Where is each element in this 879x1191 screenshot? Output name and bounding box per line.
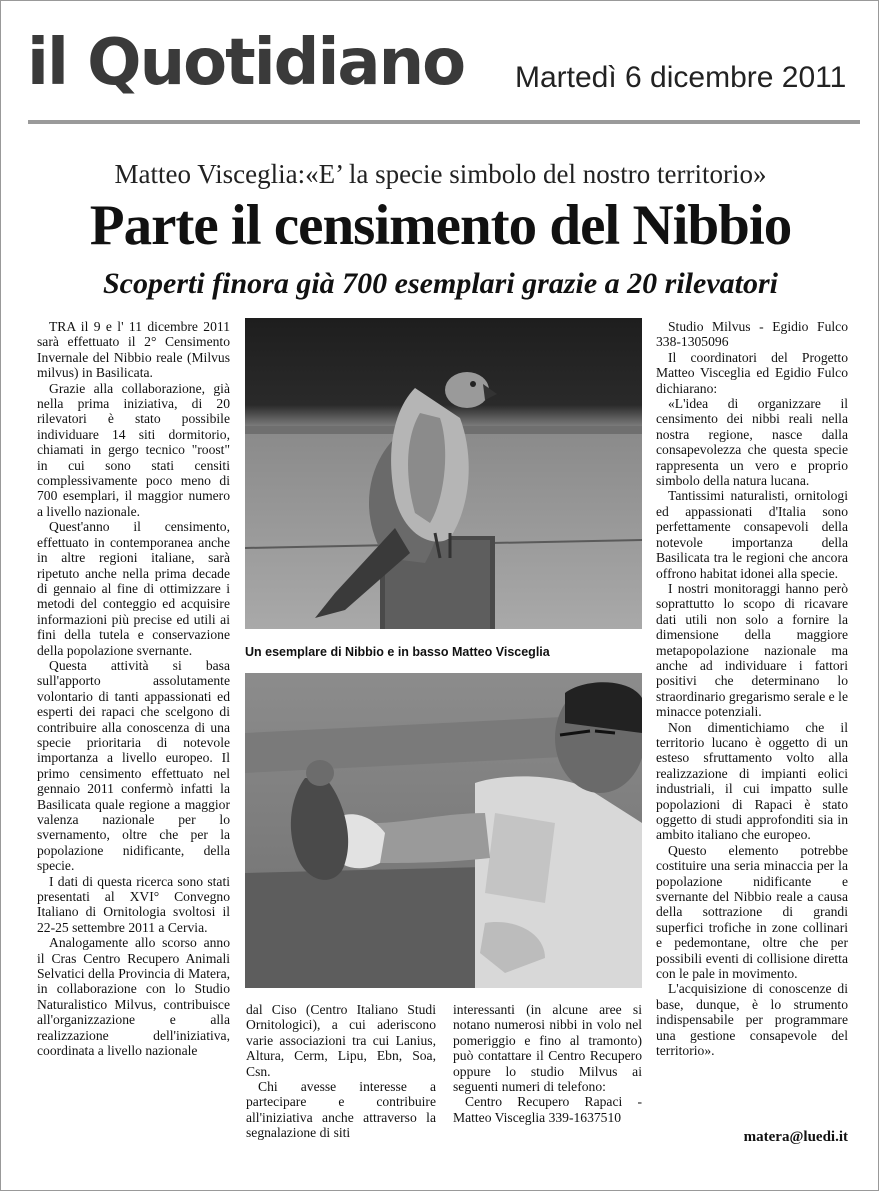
paragraph: dal Ciso (Centro Italiano Studi Ornitologici), a cui aderiscono varie associazioni tra cui Lanius, Altura, Cerm, Lipu, Ebn, Soa, Csn. — [246, 1002, 436, 1079]
paragraph: Tantissimi naturalisti, ornitologi ed appassionati d'Italia sono perfettamente consapevoli della notevole importanza della Basilicata tra le regioni che ancora offrono habitat idonei alla specie. — [656, 488, 848, 581]
photo-kite-on-post — [245, 318, 642, 629]
paragraph: Analogamente allo scorso anno il Cras Centro Recupero Animali Selvatici della Provincia di Matera, in collaborazione con lo Studio Naturalistico Milvus, contribuisce all'organizzazione e alla realizzazione dell'iniziativa, coordinata a livello nazionale — [37, 935, 230, 1059]
photo-man-with-kite — [245, 673, 642, 988]
man-photo-illustration — [245, 673, 642, 988]
paragraph: Questo elemento potrebbe costituire una seria minaccia per la popolazione nidificante e svernante del Nibbio reale a causa della sottrazione di grandi superfici trofiche in zone collinari e pedemontane, oltre che per possibili eventi di collisione diretta con le pale in movimento. — [656, 842, 848, 982]
article-subhead: Scoperti finora già 700 esemplari grazie a 20 rilevatori — [103, 267, 778, 300]
paragraph: Centro Recupero Rapaci - Matteo Visceglia 339-1637510 — [453, 1094, 642, 1125]
paragraph: I dati di questa ricerca sono stati presentati al XVI° Convegno Italiano di Ornitologia svoltosi il 22-25 settembre 2011 a Cervia. — [37, 873, 230, 935]
article-column-3 — [453, 1002, 642, 1125]
paragraph: TRA il 9 e l' 11 dicembre 2011 sarà effettuato il 2° Censimento Invernale del Nibbio reale (Milvus milvus) in Basilicata. — [37, 319, 230, 381]
paragraph: Grazie alla collaborazione, già nella prima iniziativa, di 20 rilevatori è stato possibile individuare 14 siti dormitorio, chiamati in gergo tecnico "roost" in cui sono stati censiti complessivamente poco meno di 700 esemplari, il maggior numero a livello nazionale. — [37, 380, 230, 519]
paragraph: interessanti (in alcune aree si notano numerosi nibbi in volo nel pomeriggio e fino al tramonto) può contattare il Centro Recupero oppure lo studio Milvus ai seguenti numeri di telefono: — [453, 1002, 642, 1095]
paragraph: I nostri monitoraggi hanno però soprattutto lo scopo di ricavare dati utili non solo a fornire la dimensione della maggiore metapopolazione nazionale ma anche ad individuare i fattori positivi che determinano lo straordinario gregarismo serale e le minacce potenziali. — [656, 580, 848, 720]
paragraph: Questa attività si basa sull'apporto assolutamente volontario di tanti appassionati ed esperti dei rapaci che scelgono di contribuire alla conoscenza di una specie prioritaria di notevole importanza a livello europeo. Il primo censimento effettuato nel gennaio 2011 confermò infatti la Basilicata quale regione a maggior valenza nazionale per lo svernamento, oltre che per la popolazione nidificante, della specie. — [37, 657, 230, 874]
article-kicker: Matteo Visceglia:«E’ la specie simbolo del nostro territorio» — [114, 159, 767, 189]
photo-caption: Un esemplare di Nibbio e in basso Matteo Visceglia — [245, 645, 550, 659]
paragraph: L'acquisizione di conoscenze di base, dunque, è lo strumento indispensabile per programmare una gestione consapevole del territorio». — [656, 981, 848, 1059]
newspaper-logo: il Quotidiano — [27, 26, 465, 100]
article-headline: Parte il censimento del Nibbio — [89, 194, 792, 257]
article-column-4 — [656, 319, 848, 1059]
article-column-2 — [246, 1002, 436, 1141]
paragraph: Quest'anno il censimento, effettuato in contemporanea anche in altre regioni italiane, sarà ripetuto anche nella prima decade di gennaio al fine di ottimizzare i metodi del conteggio ed acquisire informazioni più precise ed utili ai fini della tutela e conservazione della popolazione svernante. — [37, 519, 230, 658]
paragraph: Chi avesse interesse a partecipare e contribuire all'iniziativa anche attraverso la segnalazione di siti — [246, 1079, 436, 1141]
issue-date: Martedì 6 dicembre 2011 — [515, 61, 847, 94]
paragraph: Studio Milvus - Egidio Fulco 338-1305096 — [656, 319, 848, 350]
paragraph: Il coordinatori del Progetto Matteo Visceglia ed Egidio Fulco dichiarano: — [656, 349, 848, 396]
header-rule — [28, 120, 860, 124]
paragraph: «L'idea di organizzare il censimento dei nibbi reali nella nostra regione, nasce dalla consapevolezza che questa specie rappresenta un vero e proprio simbolo della natura lucana. — [656, 396, 848, 489]
article-column-1 — [37, 319, 230, 1059]
author-email: matera@luedi.it — [743, 1129, 848, 1145]
paragraph: Non dimentichiamo che il territorio lucano è oggetto di un esteso sfruttamento volto alla realizzazione di impianti eolici industriali, il cui impatto sulle popolazioni di Rapaci è stato oggetto di studi approfonditi sia in ambito italiano che europeo. — [656, 719, 848, 843]
kite-photo-illustration — [245, 318, 642, 629]
